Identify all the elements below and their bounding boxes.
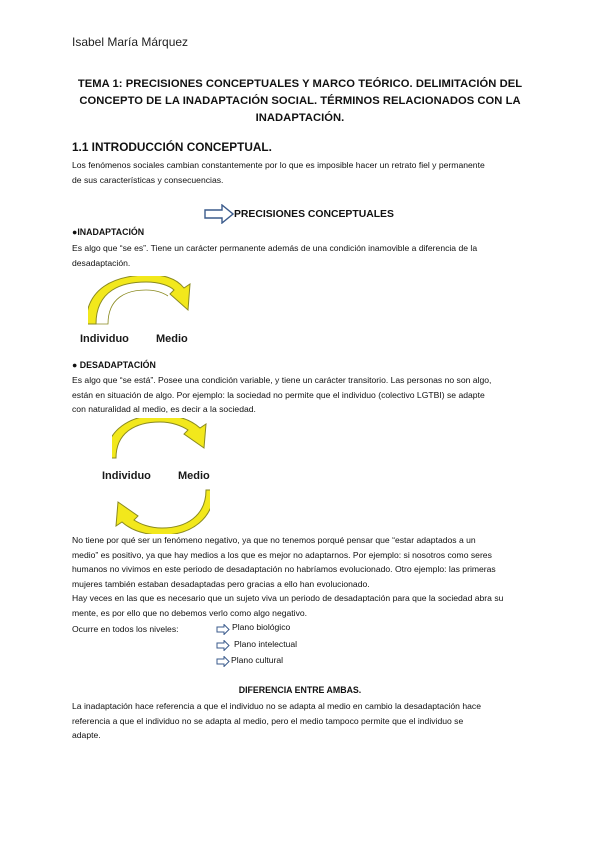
outline-arrow-icon: [204, 204, 234, 229]
paragraph-line: de sus características y consecuencias.: [72, 174, 224, 185]
diagram1-left-label: Individuo: [80, 333, 129, 345]
paragraph-line: con naturalidad al medio, es decir a la sociedad.: [72, 404, 256, 415]
level-item: Plano cultural: [231, 655, 284, 665]
paragraph-line: Es algo que “se está”. Posee una condición variable, y tiene un carácter transitorio. Las personas no son algo,: [72, 375, 492, 385]
desadaptacion-heading: ● DESADAPTACIÓN: [72, 360, 156, 370]
paragraph-line: referencia a que el individuo no se adapta al medio, pero el medio tampoco permite que el individuo se: [72, 715, 464, 726]
paragraph-line: están en situación de algo. Por ejemplo: la sociedad no permite que el individuo (colectivo LGTBI) se adapte: [72, 389, 485, 400]
paragraph-line: Es algo que “se es”. Tiene un carácter permanente además de una condición inamovible a diferencia de la: [72, 243, 478, 253]
diagram2-right-label: Medio: [178, 470, 210, 482]
paragraph-line: No tiene por qué ser un fenómeno negativo, ya que no tenemos porqué pensar que “estar adaptados a un: [72, 535, 476, 545]
title-line: CONCEPTO DE LA INADAPTACIÓN SOCIAL. TÉRMINOS RELACIONADOS CON LA: [79, 95, 521, 107]
paragraph-line: Hay veces en las que es necesario que un sujeto viva un periodo de desadaptación para que la sociedad abra su: [72, 593, 504, 604]
paragraph-line: mente, es por ello que no debemos verlo como algo negativo.: [72, 607, 308, 618]
level-item: Plano intelectual: [234, 639, 298, 649]
paragraph-line: medio” es positivo, ya que hay medios a los que es mejor no adaptarnos. Por ejemplo: si nosotros como seres: [72, 549, 492, 560]
cycle-arrow-bottom-icon: [110, 486, 210, 539]
paragraph-line: desadaptación.: [72, 257, 131, 268]
inadaptacion-heading: ●INADAPTACIÓN: [72, 227, 145, 237]
author-name: Isabel María Márquez: [72, 35, 189, 49]
paragraph-line: La inadaptación hace referencia a que el individuo no se adapta al medio en cambio la desadaptación hace: [72, 701, 481, 711]
diagram1-right-label: Medio: [156, 333, 188, 345]
title-line: TEMA 1: PRECISIONES CONCEPTUALES Y MARCO TEÓRICO. DELIMITACIÓN DEL: [77, 78, 523, 90]
difference-heading: DIFERENCIA ENTRE AMBAS.: [238, 685, 362, 695]
intro-paragraph: [72, 158, 532, 187]
document-title: [72, 76, 528, 127]
outline-arrow-icon: [216, 654, 230, 672]
paragraph-line: adapte.: [72, 730, 101, 741]
desadaptacion-paragraph: [72, 373, 532, 417]
paragraph-line: humanos no vivimos en este periodo de desadaptación no habríamos evolucionado. Otro ejemplo: las primeras: [72, 564, 496, 575]
paragraph-line: mujeres también estaban desadaptadas pero gracias a ello han evolucionado.: [72, 578, 370, 589]
section-heading: 1.1 INTRODUCCIÓN CONCEPTUAL.: [72, 140, 272, 154]
levels-intro: Ocurre en todos los niveles:: [72, 624, 179, 634]
level-item: Plano biológico: [232, 622, 291, 632]
paragraph-line: Los fenómenos sociales cambian constantemente por lo que es imposible hacer un retrato fiel y permanente: [72, 160, 485, 170]
cycle-arrow-top-icon: [112, 418, 212, 467]
precisiones-heading: PRECISIONES CONCEPTUALES: [234, 209, 394, 220]
inadaptacion-paragraph: [72, 241, 532, 270]
curved-arrow-icon: [88, 276, 198, 333]
body-paragraph: [72, 533, 532, 621]
difference-paragraph: [72, 699, 532, 743]
title-line: INADAPTACIÓN.: [255, 112, 345, 124]
diagram2-left-label: Individuo: [102, 470, 151, 482]
